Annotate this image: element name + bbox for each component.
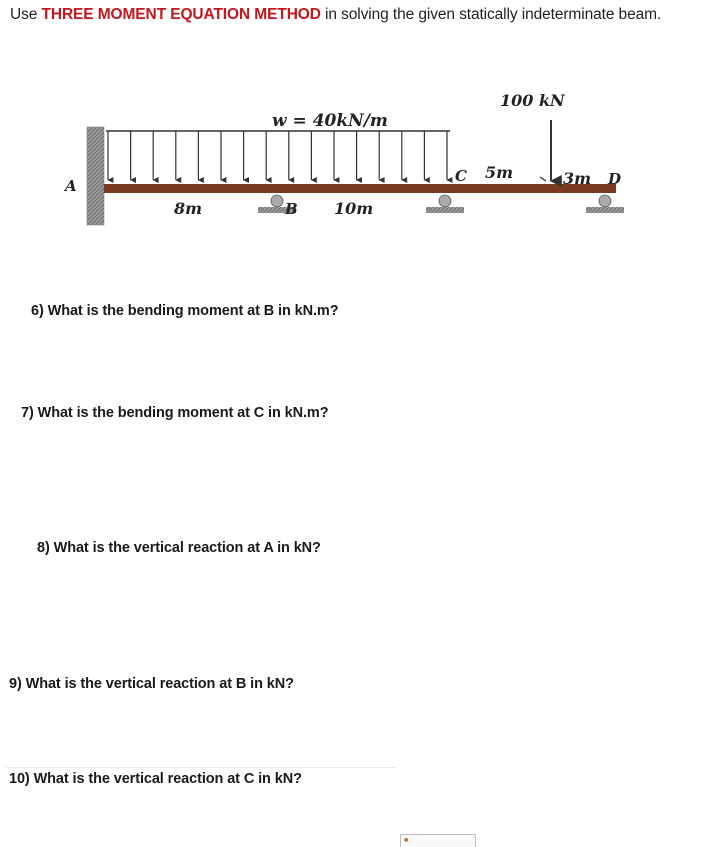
instruction-method-emphasis: THREE MOMENT EQUATION METHOD — [41, 6, 321, 23]
span-label-bc: 10m — [334, 199, 374, 218]
instruction-suffix: in solving the given statically indeterminate beam. — [320, 6, 662, 23]
instruction-prefix: Use — [10, 6, 42, 23]
span-label-c-load: 5m — [485, 163, 514, 182]
question-8: 8) What is the vertical reaction at A in kN? — [37, 540, 321, 556]
support-label-a: A — [65, 177, 77, 195]
beam-diagram-svg — [0, 80, 724, 240]
span-label-ab: 8m — [174, 199, 203, 218]
question-9: 9) What is the vertical reaction at B in kN? — [9, 676, 294, 692]
support-label-d: D — [608, 170, 622, 188]
point-load-label: 100 kN — [500, 91, 565, 110]
question-10: 10) What is the vertical reaction at C in kN? — [9, 771, 302, 787]
instruction-text — [10, 6, 661, 24]
fixed-wall-a — [87, 127, 104, 225]
support-label-b: B — [285, 200, 298, 218]
question-7: 7) What is the bending moment at C in kN.m? — [21, 405, 329, 421]
image-thumbnail[interactable] — [400, 834, 476, 847]
beam — [104, 184, 616, 193]
roller-support-d — [586, 195, 624, 213]
support-label-c: C — [455, 167, 467, 185]
divider — [6, 767, 396, 768]
udl-label: w = 40kN/m — [272, 111, 388, 131]
point-load-tick — [540, 177, 546, 181]
thumbnail-icon: ■ — [404, 837, 409, 844]
roller-support-c — [426, 195, 464, 213]
question-6: 6) What is the bending moment at B in kN.m? — [31, 303, 339, 319]
udl-load — [106, 131, 450, 180]
span-label-load-d: 3m — [563, 169, 592, 188]
beam-diagram — [0, 80, 724, 240]
